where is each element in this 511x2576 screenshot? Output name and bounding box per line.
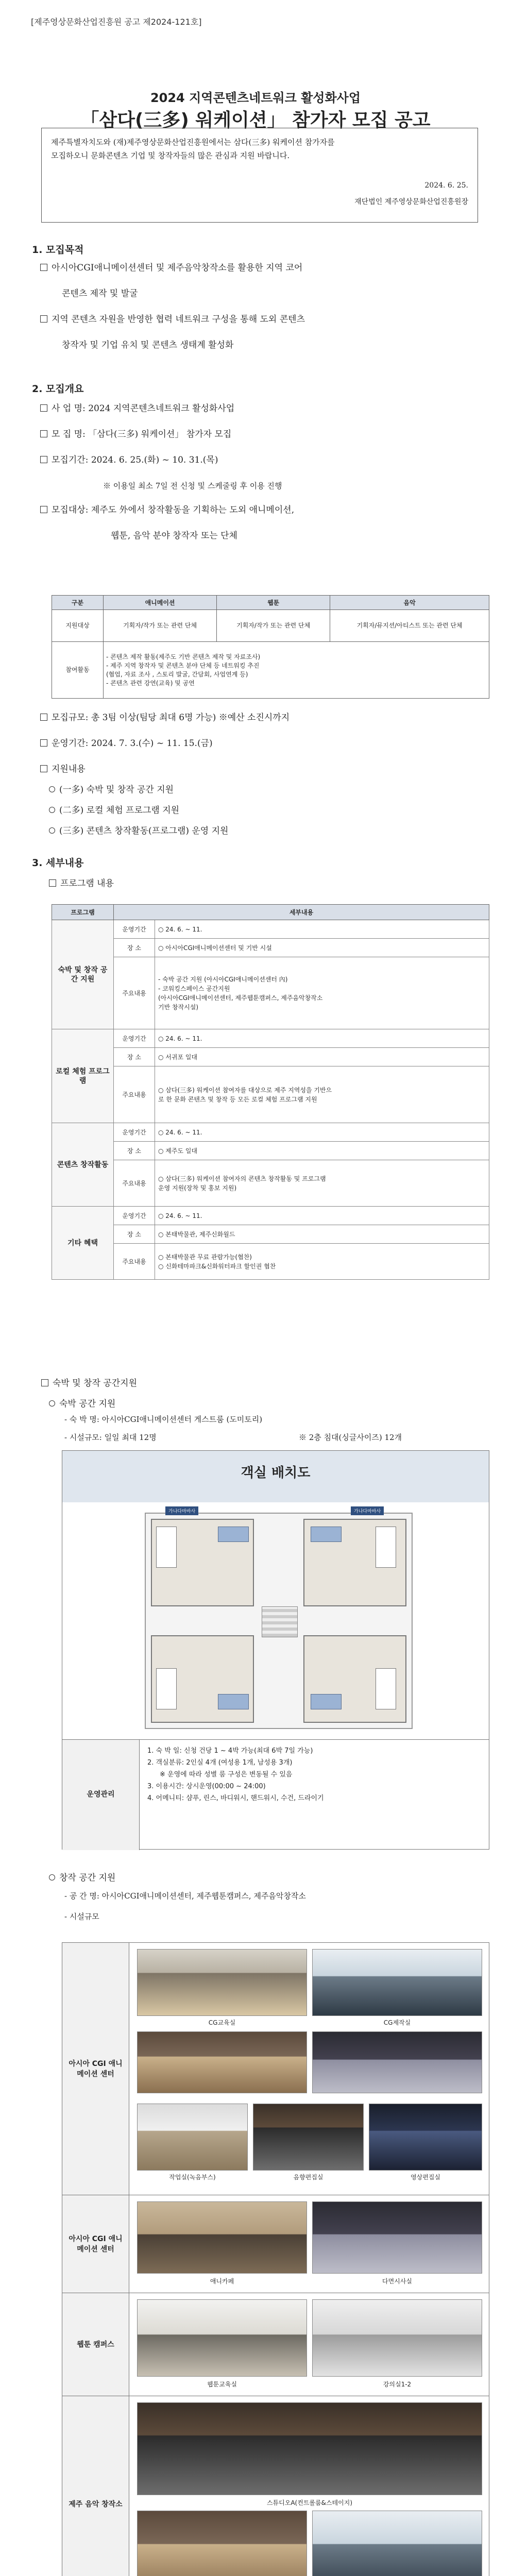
recruit-scale-text: 모집규모: 총 3팀 이상(팀당 최대 6명 가능) ※예산 소진시까지 [52,713,290,723]
program-detail-table [52,904,489,1280]
creative-place: - 공 간 명: 아시아CGI애니메이션센터, 제주웹툰캠퍼스, 제주음악창작소 [64,1891,306,1901]
activity-cell [104,642,489,699]
caption: 다면시사실 [382,2278,412,2285]
bullet-circle-icon [49,1400,55,1406]
facility-row-asia [62,1943,489,2195]
content-line: ○ 본태박물관 무료 관람가능(협찬) [158,1253,252,1261]
support-item-1 [49,782,174,798]
recruit-scale [40,710,289,725]
bullet-circle-icon [49,827,55,834]
facility-label-asia: 아시아 CGI 애니메이션 센터 [62,1943,129,2195]
photo-cg-production [312,1949,482,2016]
program-content-creation: 콘텐츠 창작활동 [52,1123,114,1207]
furniture [218,1694,249,1709]
checkbox-icon [49,879,56,887]
detail-header-program: 프로그램 [52,905,114,920]
detail-header-content: 세부내용 [114,905,489,920]
label-place: 장 소 [114,939,155,957]
operation-period-text: 운영기간: 2024. 7. 3.(수) ~ 11. 15.(금) [52,738,213,749]
target-animation: 기획자/작가 또는 관련 단체 [104,610,217,642]
photo-lecture-room [312,2299,482,2377]
period-note: ※ 이용일 최소 7일 전 신청 및 스케줄링 후 이용 진행 [103,481,282,490]
lodging-heading-text: 숙박 및 창작 공간지원 [53,1378,138,1388]
intro-org: 재단법인 제주영상문화산업진흥원장 [354,198,468,206]
caption: 웹툰교육실 [207,2381,237,2388]
g2-content [155,1066,489,1123]
checkbox-icon [40,430,47,437]
photo-studio [312,2031,482,2093]
operation-note: ※ 운영에 따라 성별 룸 구성은 변동될 수 있음 [160,1771,293,1778]
checkbox-icon [40,404,47,412]
section-2-heading: 2. 모집개요 [32,383,84,395]
lodging-sub [49,1396,115,1412]
purpose-1-line-1: 아시아CGI애니메이션센터 및 제주음악창작소를 활용한 지역 코어 [52,263,303,273]
facility-label-music: 제주 음악 창작소 [62,2396,129,2576]
lodging-heading [41,1376,137,1391]
program-lodging: 숙박 및 창작 공간 지원 [52,920,114,1029]
caption: 강의실1-2 [383,2381,412,2388]
label-period: 운영기간 [114,1029,155,1048]
g4-place: ○ 본태박물관, 제주신화월드 [155,1225,489,1244]
intro-line-1: 제주특별자치도와 (재)제주영상문화산업진흥원에서는 삼다(三多) 워케이션 참가자를 [51,138,335,147]
checkbox-icon [40,456,47,463]
checkbox-icon [40,714,47,721]
facility-row-webtoon [62,2293,489,2396]
checkbox-icon [40,765,47,772]
g2-period: ○ 24. 6. ~ 11. [155,1029,489,1048]
g4-content [155,1244,489,1280]
support-heading-text: 지원내용 [52,764,86,774]
label-content: 주요내용 [114,957,155,1029]
genre-header-animation: 애니메이션 [104,596,217,610]
lodging-sub-text: 숙박 공간 지원 [59,1399,116,1409]
checkbox-icon [41,1379,48,1386]
caption: CG제작실 [383,2019,411,2026]
facility-label-webtoon: 웹툰 캠퍼스 [62,2293,129,2396]
label-place: 장 소 [114,1142,155,1160]
bed [156,1668,177,1709]
caption: 애니카페 [210,2278,234,2285]
content-line: - 코워킹스페이스 공간지원 [158,985,230,992]
genre-header-music: 음악 [330,596,489,610]
operation-item: 2. 객실분류: 2인실 4개 (여성용 1개, 남성용 3개) [147,1759,293,1767]
floor-plan [145,1513,413,1729]
photo-studio-a [137,2402,482,2495]
purpose-item-2 [40,312,305,327]
program-heading-text: 프로그램 내용 [60,878,114,889]
purpose-2-line-2: 창작자 및 기업 유치 및 콘텐츠 생태계 활성화 [62,340,234,350]
operation-item: 3. 이용시간: 상시운영(00:00 ~ 24:00) [147,1783,266,1790]
section-1-heading: 1. 모집목적 [32,244,84,256]
lodging-operation-row [62,1739,489,1850]
lodging-scale: - 시설규모: 일일 최대 12명 [64,1433,157,1442]
content-line: 로 한 문화 콘텐츠 및 창작 등 모든 로컬 체험 프로그램 지원 [158,1095,317,1103]
label-content: 주요내용 [114,1160,155,1207]
content-line: ○ 삼다(三多) 워케이션 참여자의 콘텐츠 창작활동 및 프로그램 [158,1175,326,1182]
creative-sub [49,1870,115,1886]
content-line: (아시아CGI애니메이션센터, 제주웹툰캠퍼스, 제주음악창작소 [158,994,323,1002]
photo-studio-b [312,2511,482,2576]
support-3-text: (三多) 콘텐츠 창작활동(프로그램) 운영 지원 [59,826,229,836]
recruit-period-text: 모집기간: 2024. 6. 25.(화) ~ 10. 31.(목) [52,455,218,465]
activity-line: - 제주 지역 창작자 및 콘텐츠 분야 단체 등 네트워킹 추진 [106,662,260,669]
operation-period [40,736,213,751]
intro-box [41,128,478,223]
g3-period: ○ 24. 6. ~ 11. [155,1123,489,1142]
checkbox-icon [40,264,47,271]
facility-row-music [62,2396,489,2576]
support-1-text: (一多) 숙박 및 창작 공간 지원 [59,785,174,795]
room-layout-box [62,1450,489,1850]
photo-anime-cafe [137,2201,307,2274]
recruit-target [40,502,294,518]
creative-scale: - 시설규모 [64,1912,99,1921]
target-webtoon: 기획자/작가 또는 관련 단체 [217,610,330,642]
room-label-tag: 가나다마바사 [351,1506,384,1515]
lodging-scale-note: ※ 2층 침대(싱글사이즈) 12개 [299,1433,402,1442]
genre-header-webtoon: 웹툰 [217,596,330,610]
checkbox-icon [40,315,47,323]
photo-sound-edit [253,2104,364,2171]
g1-place: ○ 아시아CGI애니메이션센터 및 기반 시설 [155,939,489,957]
label-place: 장 소 [114,1225,155,1244]
photo-video-edit [369,2104,482,2171]
support-heading [40,761,86,777]
page-title: 「삼다(三多) 워케이션」 참가자 모집 공고 [80,110,431,131]
bullet-circle-icon [49,1874,55,1880]
label-period: 운영기간 [114,920,155,939]
photo-recording-booth [137,2104,248,2171]
operation-item: 1. 숙 박 일: 신청 건당 1 ~ 4박 가능(최대 6박 7일 가능) [147,1747,313,1755]
purpose-1-line-2: 콘텐츠 제작 및 발굴 [62,289,138,299]
genre-header-category: 구분 [52,596,104,610]
caption: 영상편집실 [411,2174,440,2181]
furniture [311,1694,342,1709]
caption: 음향편집실 [293,2174,323,2181]
photo-cg-room [137,1949,307,2016]
label-period: 운영기간 [114,1123,155,1142]
room-label-tag: 가나다마바사 [165,1506,198,1515]
photo-screening-room [312,2201,482,2274]
target-line-1: 모집대상: 제주도 外에서 창작활동을 기획하는 도외 애니메이션, [52,505,295,515]
target-music: 기획자/뮤지션/아티스트 또는 관련 단체 [330,610,489,642]
caption: 스튜디오A(컨트롤룸&스테이지) [266,2499,353,2506]
bed [376,1527,396,1568]
genre-table [52,595,489,699]
furniture [311,1527,342,1542]
activity-line: (협업, 자료 조사 , 스토리 발굴, 간담회, 사업연계 등) [106,670,248,678]
section-3-heading: 3. 세부내용 [32,857,84,869]
business-name-text: 사 업 명: 2024 지역콘텐츠네트워크 활성화사업 [52,403,235,414]
caption: CG교육실 [208,2019,236,2026]
caption: 작업실(녹음부스) [169,2174,216,2181]
title-subtitle: 2024 지역콘텐츠네트워크 활성화사업 [150,91,361,105]
lodging-name: - 숙 박 명: 아시아CGI애니메이션센터 게스트룸 (도미토리) [64,1415,263,1424]
support-2-text: (二多) 로컬 체험 프로그램 지원 [59,805,180,816]
program-heading [49,876,114,891]
g1-period: ○ 24. 6. ~ 11. [155,920,489,939]
program-other-benefits: 기타 혜택 [52,1207,114,1280]
operation-items [147,1745,482,1804]
support-item-3 [49,823,228,839]
creative-sub-text: 창작 공간 지원 [59,1873,116,1883]
recruit-name-text: 모 집 명: 「삼다(三多) 워케이션」 참가자 모집 [52,429,232,439]
content-line: ○ 신화테마파크&신화워터파크 할인권 협찬 [158,1262,276,1270]
label-content: 주요내용 [114,1066,155,1123]
photo-studio [137,2031,307,2093]
g1-content [155,957,489,1029]
support-item-2 [49,803,179,818]
label-place: 장 소 [114,1048,155,1066]
furniture [218,1527,249,1542]
facility-row-asia-2 [62,2195,489,2293]
label-content: 주요내용 [114,1244,155,1280]
bullet-circle-icon [49,807,55,813]
recruit-name [40,427,231,442]
business-name [40,401,234,416]
checkbox-icon [40,739,47,747]
bullet-circle-icon [49,786,55,792]
bed [156,1527,177,1568]
content-line: - 숙박 공간 지원 (아시아CGI애니메이션센터 內) [158,975,288,983]
activity-line: - 콘텐츠 제작 활동(제주도 기반 콘텐츠 제작 및 자료조사) [106,653,261,660]
g3-content [155,1160,489,1207]
purpose-2-line-1: 지역 콘텐츠 자원을 반영한 협력 네트워크 구성을 통해 도외 콘텐츠 [52,314,305,325]
intro-date: 2024. 6. 25. [424,181,468,190]
purpose-item-1 [40,260,302,276]
intro-line-2: 모집하오니 문화콘텐츠 기업 및 창작자들의 많은 관심과 지원 바랍니다. [51,151,290,160]
recruit-period [40,452,218,468]
row-label-activity: 참여활동 [52,642,104,699]
facility-box [62,1942,489,2576]
g4-period: ○ 24. 6. ~ 11. [155,1207,489,1225]
photo-studio-b [137,2511,307,2576]
target-line-2: 웹툰, 음악 분야 창작자 또는 단체 [111,531,237,541]
notice-number: [제주영상문화산업진흥원 공고 제2024-121호] [31,17,202,27]
program-local-experience: 로컬 체험 프로그램 [52,1029,114,1123]
content-line: 운영 지원(장착 및 홍보 지원) [158,1184,237,1192]
room-layout-title: 객실 배치도 [241,1465,311,1481]
checkbox-icon [40,506,47,513]
bed [376,1668,396,1709]
stairs [262,1606,298,1637]
facility-label-asia: 아시아 CGI 애니메이션 센터 [62,2195,129,2293]
operation-label: 운영관리 [62,1740,140,1850]
operation-item: 4. 어메니티: 샴푸, 린스, 바디워시, 핸드워시, 수건, 드라이기 [147,1794,324,1802]
label-period: 운영기간 [114,1207,155,1225]
g2-place: ○ 서귀포 일대 [155,1048,489,1066]
g3-place: ○ 제주도 일대 [155,1142,489,1160]
photo-webtoon-classroom [137,2299,307,2377]
activity-line: - 콘텐츠 관련 강연(교육) 및 공연 [106,679,195,687]
content-line: 기반 창작시설) [158,1003,199,1011]
content-line: ○ 삼다(三多) 워케이션 참여자를 대상으로 제주 지역성을 기반으 [158,1086,332,1094]
row-label-target: 지원대상 [52,610,104,642]
